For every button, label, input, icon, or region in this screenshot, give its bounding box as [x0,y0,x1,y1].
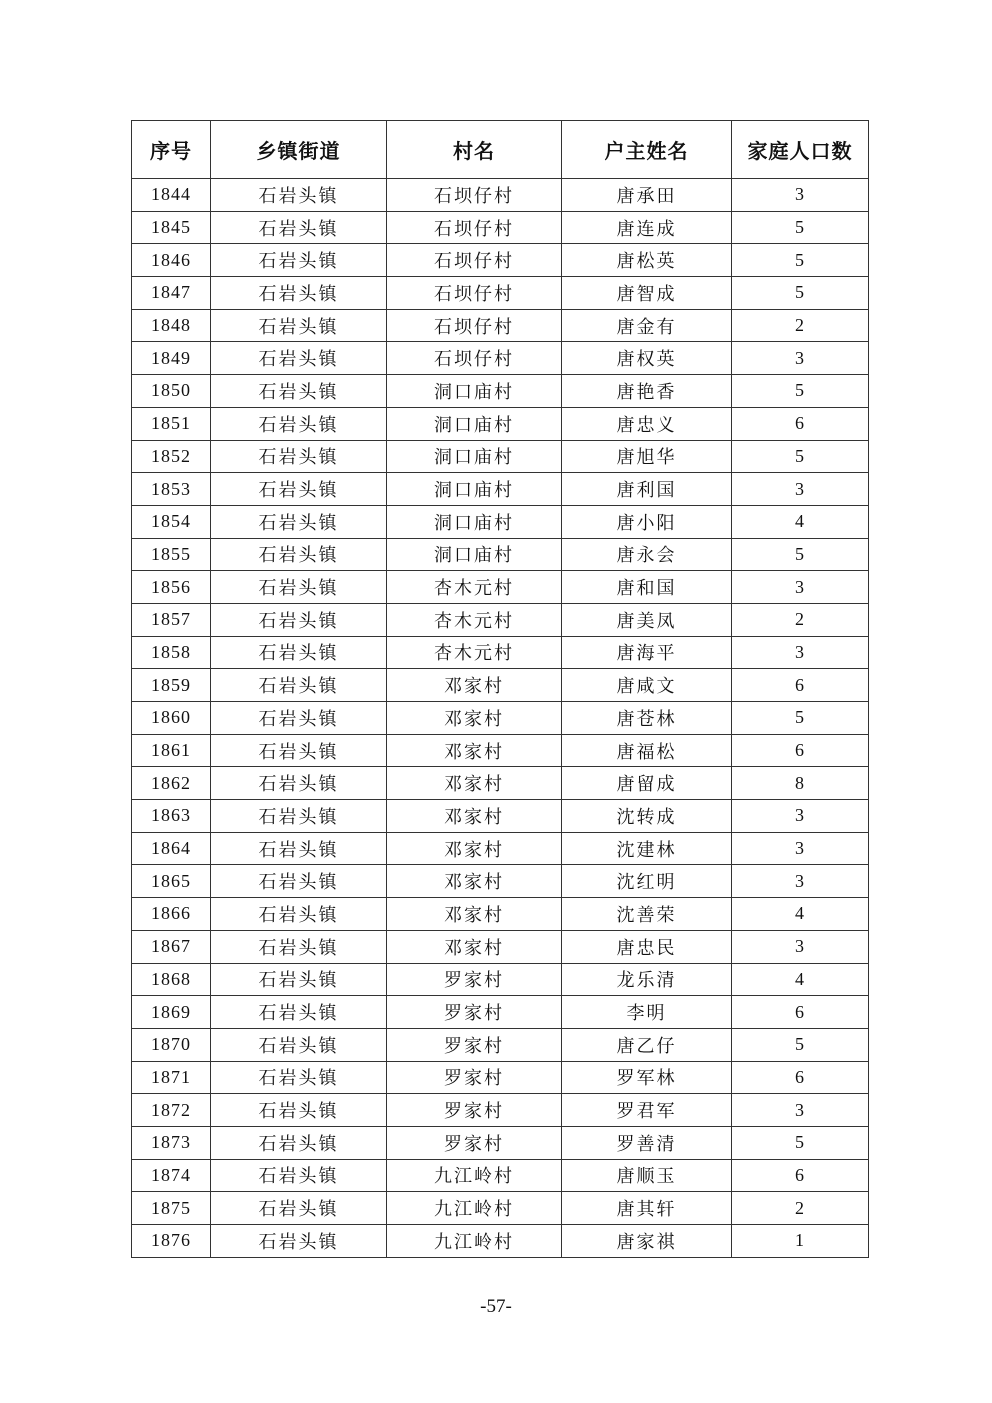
cell-family-size: 5 [732,244,869,277]
table-row [132,1061,869,1094]
cell-village: 石坝仔村 [387,211,562,244]
header-family-size: 家庭人口数 [732,121,869,179]
table-row [132,571,869,604]
household-table [131,120,869,1258]
cell-serial-number: 1875 [132,1192,211,1225]
cell-village: 罗家村 [387,1061,562,1094]
cell-family-size: 2 [732,603,869,636]
table-row [132,1192,869,1225]
cell-family-size: 1 [732,1225,869,1258]
cell-householder-name: 唐其轩 [562,1192,732,1225]
table-row [132,603,869,636]
cell-serial-number: 1844 [132,179,211,212]
cell-township: 石岩头镇 [211,800,387,833]
cell-householder-name: 唐美凤 [562,603,732,636]
cell-family-size: 6 [732,996,869,1029]
cell-serial-number: 1873 [132,1126,211,1159]
cell-family-size: 3 [732,179,869,212]
table-row [132,1159,869,1192]
cell-family-size: 3 [732,342,869,375]
cell-serial-number: 1867 [132,930,211,963]
table-row [132,505,869,538]
cell-township: 石岩头镇 [211,1192,387,1225]
cell-family-size: 3 [732,571,869,604]
cell-township: 石岩头镇 [211,865,387,898]
cell-village: 罗家村 [387,1028,562,1061]
cell-family-size: 5 [732,440,869,473]
table-row [132,1126,869,1159]
header-serial-number: 序号 [132,121,211,179]
cell-township: 石岩头镇 [211,930,387,963]
cell-village: 邓家村 [387,898,562,931]
cell-householder-name: 唐留成 [562,767,732,800]
cell-village: 邓家村 [387,734,562,767]
cell-serial-number: 1859 [132,669,211,702]
cell-serial-number: 1855 [132,538,211,571]
cell-serial-number: 1874 [132,1159,211,1192]
cell-village: 九江岭村 [387,1159,562,1192]
cell-householder-name: 唐旭华 [562,440,732,473]
cell-serial-number: 1868 [132,963,211,996]
cell-householder-name: 罗君军 [562,1094,732,1127]
cell-township: 石岩头镇 [211,375,387,408]
table-row [132,767,869,800]
cell-township: 石岩头镇 [211,505,387,538]
cell-serial-number: 1863 [132,800,211,833]
cell-serial-number: 1872 [132,1094,211,1127]
cell-serial-number: 1850 [132,375,211,408]
table-row [132,636,869,669]
cell-family-size: 3 [732,1094,869,1127]
table-row [132,342,869,375]
cell-householder-name: 唐顺玉 [562,1159,732,1192]
cell-village: 罗家村 [387,1126,562,1159]
cell-family-size: 5 [732,1028,869,1061]
cell-householder-name: 罗军林 [562,1061,732,1094]
cell-village: 石坝仔村 [387,277,562,310]
cell-village: 邓家村 [387,669,562,702]
header-township: 乡镇街道 [211,121,387,179]
cell-serial-number: 1862 [132,767,211,800]
cell-householder-name: 唐连成 [562,211,732,244]
cell-village: 罗家村 [387,963,562,996]
cell-serial-number: 1858 [132,636,211,669]
cell-serial-number: 1857 [132,603,211,636]
cell-householder-name: 龙乐清 [562,963,732,996]
cell-family-size: 3 [732,930,869,963]
table-row [132,1028,869,1061]
cell-township: 石岩头镇 [211,309,387,342]
cell-village: 九江岭村 [387,1192,562,1225]
cell-family-size: 4 [732,963,869,996]
cell-serial-number: 1865 [132,865,211,898]
table-header-row [132,121,869,179]
cell-householder-name: 唐永会 [562,538,732,571]
table-row [132,473,869,506]
cell-village: 邓家村 [387,865,562,898]
cell-township: 石岩头镇 [211,244,387,277]
cell-township: 石岩头镇 [211,1061,387,1094]
table-row [132,996,869,1029]
cell-township: 石岩头镇 [211,1225,387,1258]
cell-township: 石岩头镇 [211,473,387,506]
cell-village: 洞口庙村 [387,505,562,538]
cell-village: 邓家村 [387,930,562,963]
cell-family-size: 5 [732,277,869,310]
cell-township: 石岩头镇 [211,1126,387,1159]
cell-householder-name: 沈红明 [562,865,732,898]
cell-serial-number: 1864 [132,832,211,865]
cell-township: 石岩头镇 [211,1094,387,1127]
table-row [132,898,869,931]
cell-family-size: 3 [732,800,869,833]
cell-village: 石坝仔村 [387,342,562,375]
cell-township: 石岩头镇 [211,440,387,473]
cell-serial-number: 1860 [132,702,211,735]
cell-serial-number: 1851 [132,407,211,440]
cell-serial-number: 1854 [132,505,211,538]
cell-serial-number: 1846 [132,244,211,277]
household-table-container [131,120,868,1258]
cell-township: 石岩头镇 [211,1159,387,1192]
cell-township: 石岩头镇 [211,1028,387,1061]
cell-family-size: 5 [732,211,869,244]
cell-serial-number: 1849 [132,342,211,375]
cell-family-size: 5 [732,538,869,571]
cell-township: 石岩头镇 [211,669,387,702]
cell-householder-name: 唐忠民 [562,930,732,963]
cell-serial-number: 1845 [132,211,211,244]
cell-village: 杏木元村 [387,571,562,604]
cell-township: 石岩头镇 [211,342,387,375]
cell-householder-name: 罗善清 [562,1126,732,1159]
cell-village: 邓家村 [387,702,562,735]
cell-householder-name: 沈善荣 [562,898,732,931]
cell-householder-name: 唐乙仔 [562,1028,732,1061]
cell-serial-number: 1869 [132,996,211,1029]
cell-village: 邓家村 [387,800,562,833]
table-body [132,179,869,1258]
cell-householder-name: 唐苍林 [562,702,732,735]
cell-family-size: 3 [732,473,869,506]
cell-householder-name: 唐权英 [562,342,732,375]
cell-village: 罗家村 [387,996,562,1029]
table-row [132,669,869,702]
table-row [132,538,869,571]
cell-township: 石岩头镇 [211,898,387,931]
cell-serial-number: 1871 [132,1061,211,1094]
table-row [132,963,869,996]
cell-family-size: 4 [732,898,869,931]
cell-village: 杏木元村 [387,603,562,636]
cell-serial-number: 1856 [132,571,211,604]
cell-village: 洞口庙村 [387,440,562,473]
cell-householder-name: 唐利国 [562,473,732,506]
cell-family-size: 5 [732,1126,869,1159]
cell-family-size: 2 [732,1192,869,1225]
table-row [132,930,869,963]
cell-family-size: 6 [732,734,869,767]
cell-family-size: 8 [732,767,869,800]
table-row [132,702,869,735]
cell-householder-name: 唐松英 [562,244,732,277]
cell-village: 洞口庙村 [387,538,562,571]
cell-serial-number: 1847 [132,277,211,310]
cell-township: 石岩头镇 [211,963,387,996]
cell-serial-number: 1866 [132,898,211,931]
cell-township: 石岩头镇 [211,832,387,865]
cell-village: 石坝仔村 [387,179,562,212]
cell-village: 洞口庙村 [387,407,562,440]
table-row [132,244,869,277]
cell-householder-name: 沈建林 [562,832,732,865]
cell-family-size: 2 [732,309,869,342]
cell-family-size: 4 [732,505,869,538]
cell-family-size: 6 [732,407,869,440]
cell-family-size: 6 [732,1061,869,1094]
cell-householder-name: 唐海平 [562,636,732,669]
table-row [132,832,869,865]
cell-householder-name: 唐福松 [562,734,732,767]
cell-householder-name: 唐艳香 [562,375,732,408]
cell-householder-name: 唐家祺 [562,1225,732,1258]
cell-family-size: 6 [732,1159,869,1192]
cell-village: 石坝仔村 [387,309,562,342]
table-row [132,211,869,244]
cell-serial-number: 1870 [132,1028,211,1061]
cell-family-size: 3 [732,636,869,669]
cell-township: 石岩头镇 [211,767,387,800]
cell-township: 石岩头镇 [211,277,387,310]
cell-serial-number: 1876 [132,1225,211,1258]
page-number: -57- [480,1296,512,1317]
table-row [132,800,869,833]
cell-township: 石岩头镇 [211,996,387,1029]
cell-township: 石岩头镇 [211,603,387,636]
cell-township: 石岩头镇 [211,702,387,735]
table-row [132,865,869,898]
cell-village: 洞口庙村 [387,375,562,408]
cell-township: 石岩头镇 [211,571,387,604]
cell-householder-name: 沈转成 [562,800,732,833]
cell-householder-name: 唐和国 [562,571,732,604]
cell-township: 石岩头镇 [211,407,387,440]
cell-village: 洞口庙村 [387,473,562,506]
cell-householder-name: 唐智成 [562,277,732,310]
cell-village: 邓家村 [387,767,562,800]
cell-village: 罗家村 [387,1094,562,1127]
table-row [132,375,869,408]
cell-serial-number: 1853 [132,473,211,506]
table-row [132,440,869,473]
table-row [132,309,869,342]
cell-serial-number: 1861 [132,734,211,767]
cell-village: 九江岭村 [387,1225,562,1258]
header-village: 村名 [387,121,562,179]
cell-family-size: 5 [732,375,869,408]
cell-village: 杏木元村 [387,636,562,669]
cell-householder-name: 唐承田 [562,179,732,212]
cell-householder-name: 唐小阳 [562,505,732,538]
cell-householder-name: 李明 [562,996,732,1029]
table-row [132,277,869,310]
cell-township: 石岩头镇 [211,179,387,212]
cell-village: 石坝仔村 [387,244,562,277]
cell-family-size: 5 [732,702,869,735]
cell-township: 石岩头镇 [211,734,387,767]
header-householder-name: 户主姓名 [562,121,732,179]
cell-township: 石岩头镇 [211,211,387,244]
table-row [132,179,869,212]
cell-family-size: 3 [732,865,869,898]
table-row [132,1094,869,1127]
table-row [132,1225,869,1258]
cell-township: 石岩头镇 [211,636,387,669]
cell-family-size: 3 [732,832,869,865]
cell-serial-number: 1848 [132,309,211,342]
cell-family-size: 6 [732,669,869,702]
cell-serial-number: 1852 [132,440,211,473]
cell-village: 邓家村 [387,832,562,865]
cell-householder-name: 唐金有 [562,309,732,342]
cell-householder-name: 唐忠义 [562,407,732,440]
table-row [132,734,869,767]
cell-householder-name: 唐咸文 [562,669,732,702]
cell-township: 石岩头镇 [211,538,387,571]
table-row [132,407,869,440]
